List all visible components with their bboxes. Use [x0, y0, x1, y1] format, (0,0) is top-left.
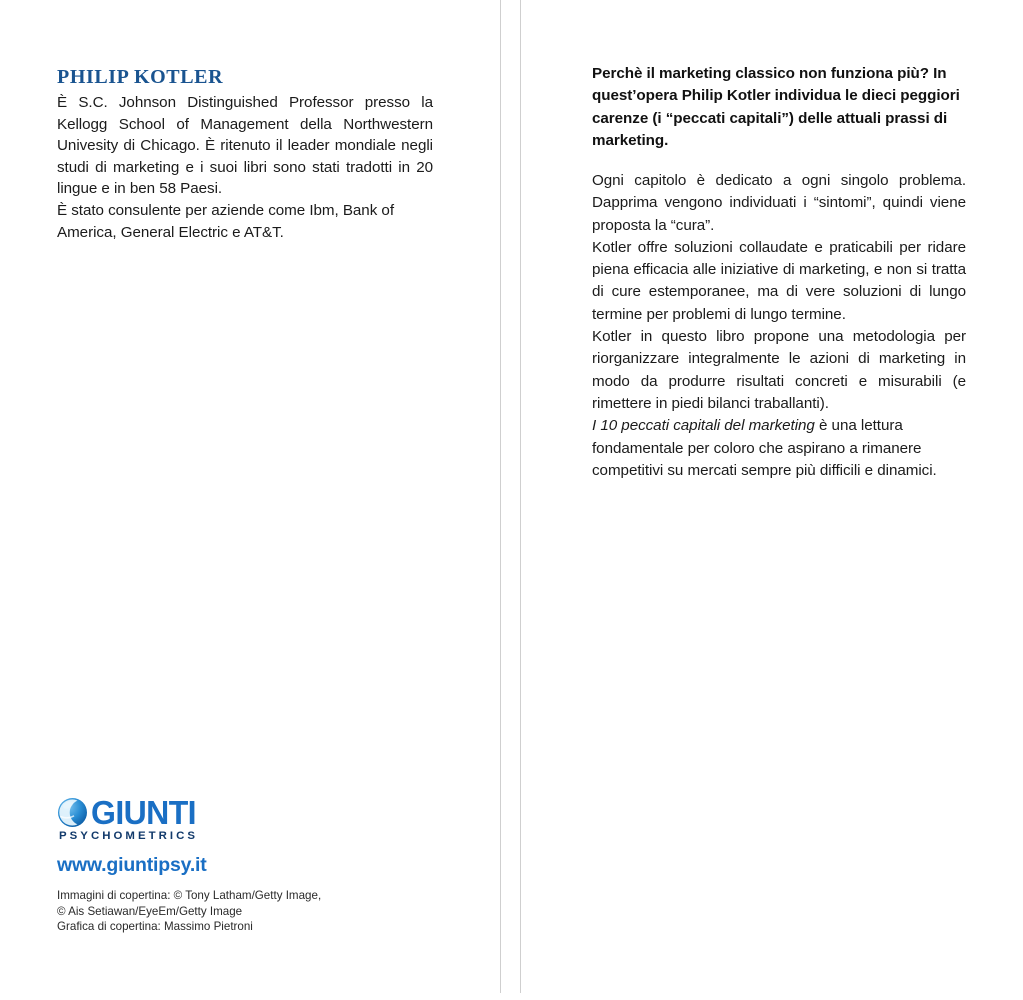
- publisher-website[interactable]: www.giuntipsy.it: [57, 854, 207, 876]
- blurb-paragraph: Kotler offre soluzioni collaudate e praticabili per ridare piena efficacia alle iniziative di marketing, e non si tratta di cure estemporanee, ma di vere soluzioni di lungo termine per problemi di lungo termine.: [592, 238, 966, 323]
- author-bio-paragraph: È S.C. Johnson Distinguished Professor presso la Kellogg School of Management della Northwestern Univesity di Chicago. È ritenuto il leader mondiale negli studi di marketing e i suoi libri sono stati tradotti in 20 lingue e in ben 58 Paesi.: [57, 94, 433, 198]
- fold-line-left: [500, 0, 501, 993]
- credit-line: Immagini di copertina: © Tony Latham/Getty Image,: [57, 889, 322, 902]
- publisher-logo-block: [57, 795, 457, 877]
- back-cover-panel: [0, 0, 500, 1000]
- blurb-body: [592, 170, 966, 482]
- author-bio: [57, 92, 433, 243]
- cover-credits: [57, 888, 457, 935]
- giunti-wordmark: GIUNTI: [91, 793, 196, 831]
- psychometrics-tagline: PSYCHOMETRICS: [59, 830, 199, 842]
- blurb-closing-paragraph: [592, 415, 966, 482]
- blurb-lead: [592, 63, 966, 152]
- credit-line: © Ais Setiawan/EyeEm/Getty Image: [57, 904, 243, 918]
- logo-row: [57, 795, 457, 829]
- front-flap-panel: [521, 0, 1023, 1000]
- blurb-paragraph: Kotler in questo libro propone una metodologia per riorganizzare integralmente le azioni di marketing in modo da produrre risultati concreti e misurabili (e rimettere in piedi bilanci traballanti).: [592, 328, 966, 412]
- credit-line: Grafica di copertina: Massimo Pietroni: [57, 920, 253, 934]
- author-name: PHILIP KOTLER: [57, 66, 224, 88]
- blurb-closing-rest: è una lettura fondamentale per coloro che aspirano a rimanere competitivi su mercati sempre più difficili e dinamici.: [592, 417, 937, 479]
- giunti-globe-icon: [57, 797, 88, 828]
- author-bio-paragraph: È stato consulente per aziende come Ibm, Bank of America, General Electric e AT&T.: [57, 201, 394, 241]
- book-title-italic: I 10 peccati capitali del marketing: [592, 417, 815, 435]
- blurb-paragraph: Ogni capitolo è dedicato a ogni singolo problema. Dapprima vengono individuati i “sintomi”, quindi viene proposta la “cura”.: [592, 172, 966, 234]
- blurb-lead-paragraph: Perchè il marketing classico non funziona più? In quest’opera Philip Kotler individua le dieci peggiori carenze (i “peccati capitali”) delle attuali prassi di marketing.: [592, 65, 960, 149]
